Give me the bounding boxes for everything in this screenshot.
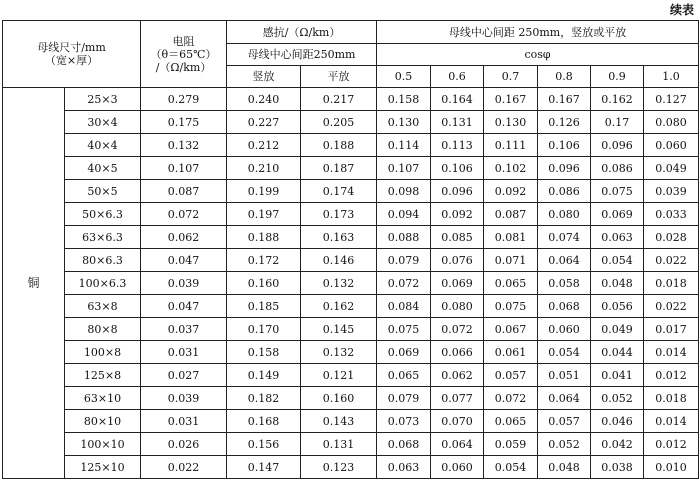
resistance-cell: 0.026 [141,433,227,456]
cos-phi-value-cell: 0.057 [484,364,538,387]
cos-phi-value-cell: 0.060 [644,134,699,157]
reactance-vertical-cell: 0.188 [227,226,301,249]
cos-phi-value-cell: 0.162 [591,88,644,111]
cos-phi-value-cell: 0.167 [484,88,538,111]
resistance-cell: 0.031 [141,341,227,364]
cos-phi-value-cell: 0.080 [431,295,484,318]
table-row [3,134,699,157]
size-cell: 100×6.3 [65,272,141,295]
cos-phi-value-cell: 0.164 [431,88,484,111]
cos-phi-value-cell: 0.052 [538,433,591,456]
cos-phi-value-cell: 0.048 [591,272,644,295]
cos-phi-value-cell: 0.061 [484,341,538,364]
table-row [3,341,699,364]
cos-phi-value-cell: 0.081 [484,226,538,249]
cos-phi-value-cell: 0.052 [591,387,644,410]
cos-phi-value-cell: 0.014 [644,341,699,364]
reactance-horizontal-cell: 0.143 [301,410,377,433]
resistance-cell: 0.062 [141,226,227,249]
vertical-header: 竖放 [227,66,301,88]
table-row [3,111,699,134]
resistance-cell: 0.047 [141,249,227,272]
reactance-horizontal-cell: 0.132 [301,272,377,295]
cos-phi-value-cell: 0.042 [591,433,644,456]
cos-phi-value-cell: 0.080 [644,111,699,134]
cos-phi-value-cell: 0.065 [484,272,538,295]
cos-phi-value-cell: 0.063 [377,456,431,479]
cos-phi-value-cell: 0.075 [484,295,538,318]
cos-phi-value-cell: 0.130 [484,111,538,134]
table-row [3,295,699,318]
cos-phi-value-cell: 0.092 [431,203,484,226]
cos-phi-header: cosφ [377,44,699,66]
cos-phi-value-cell: 0.126 [538,111,591,134]
cos-phi-value-cell: 0.075 [591,180,644,203]
reactance-vertical-cell: 0.147 [227,456,301,479]
reactance-vertical-cell: 0.168 [227,410,301,433]
resistance-header-line3: /（Ω/km） [155,60,212,74]
reactance-horizontal-cell: 0.217 [301,88,377,111]
size-cell: 125×10 [65,456,141,479]
cos-phi-value-cell: 0.059 [484,433,538,456]
size-cell: 100×8 [65,341,141,364]
resistance-cell: 0.107 [141,157,227,180]
reactance-horizontal-cell: 0.123 [301,456,377,479]
reactance-group-header: 感抗/（Ω/km） [227,21,377,44]
cos-phi-value-cell: 0.076 [431,249,484,272]
resistance-cell: 0.087 [141,180,227,203]
size-header [3,21,141,88]
cos-phi-value-cell: 0.102 [484,157,538,180]
cos-phi-value-cell: 0.074 [538,226,591,249]
reactance-vertical-cell: 0.227 [227,111,301,134]
resistance-cell: 0.072 [141,203,227,226]
size-header-line2: （宽×厚） [44,54,99,67]
table-row [3,180,699,203]
cos-phi-value-cell: 0.069 [377,341,431,364]
reactance-horizontal-cell: 0.163 [301,226,377,249]
size-cell: 40×5 [65,157,141,180]
size-cell: 80×10 [65,410,141,433]
table-row [3,387,699,410]
cos-phi-value-cell: 0.071 [484,249,538,272]
size-cell: 50×6.3 [65,203,141,226]
cos-phi-value-cell: 0.072 [431,318,484,341]
cos-phi-value-cell: 0.014 [644,410,699,433]
reactance-horizontal-cell: 0.121 [301,364,377,387]
cos-phi-value-cell: 0.088 [377,226,431,249]
cos-value-header: 1.0 [644,66,699,88]
cos-phi-value-cell: 0.051 [538,364,591,387]
cos-value-header: 0.6 [431,66,484,88]
size-cell: 50×5 [65,180,141,203]
cos-phi-value-cell: 0.054 [591,249,644,272]
reactance-vertical-cell: 0.240 [227,88,301,111]
cos-phi-value-cell: 0.070 [431,410,484,433]
cos-phi-value-cell: 0.018 [644,387,699,410]
cos-phi-value-cell: 0.072 [484,387,538,410]
cos-value-header: 0.8 [538,66,591,88]
resistance-header-line1: 电阻 [172,34,195,48]
table-row [3,88,699,111]
size-cell: 63×8 [65,295,141,318]
cos-phi-value-cell: 0.065 [484,410,538,433]
cos-phi-value-cell: 0.114 [377,134,431,157]
cos-phi-value-cell: 0.094 [377,203,431,226]
cos-value-header: 0.9 [591,66,644,88]
reactance-horizontal-cell: 0.205 [301,111,377,134]
reactance-horizontal-cell: 0.188 [301,134,377,157]
reactance-horizontal-cell: 0.132 [301,341,377,364]
cos-phi-value-cell: 0.077 [431,387,484,410]
cos-phi-value-cell: 0.022 [644,295,699,318]
resistance-cell: 0.027 [141,364,227,387]
size-cell: 125×8 [65,364,141,387]
continued-label: 续表 [669,3,694,17]
reactance-horizontal-cell: 0.131 [301,433,377,456]
cos-phi-value-cell: 0.049 [644,157,699,180]
cos-phi-value-cell: 0.033 [644,203,699,226]
spacing-group-header: 母线中心间距 250mm，竖放或平放 [377,21,699,44]
cos-phi-value-cell: 0.092 [484,180,538,203]
reactance-vertical-cell: 0.149 [227,364,301,387]
cos-phi-value-cell: 0.086 [538,180,591,203]
reactance-vertical-cell: 0.212 [227,134,301,157]
resistance-cell: 0.039 [141,387,227,410]
cos-phi-value-cell: 0.017 [644,318,699,341]
reactance-horizontal-cell: 0.187 [301,157,377,180]
busbar-parameter-table [2,20,699,479]
cos-phi-value-cell: 0.063 [591,226,644,249]
reactance-vertical-cell: 0.199 [227,180,301,203]
reactance-horizontal-cell: 0.146 [301,249,377,272]
cos-phi-value-cell: 0.054 [538,341,591,364]
cos-phi-value-cell: 0.069 [431,272,484,295]
cos-phi-value-cell: 0.131 [431,111,484,134]
cos-phi-value-cell: 0.054 [484,456,538,479]
cos-phi-value-cell: 0.086 [591,157,644,180]
cos-phi-value-cell: 0.060 [538,318,591,341]
reactance-vertical-cell: 0.185 [227,295,301,318]
cos-phi-value-cell: 0.068 [377,433,431,456]
cos-phi-value-cell: 0.038 [591,456,644,479]
cos-phi-value-cell: 0.068 [538,295,591,318]
cos-phi-value-cell: 0.067 [484,318,538,341]
cos-phi-value-cell: 0.058 [538,272,591,295]
table-row [3,456,699,479]
cos-phi-value-cell: 0.096 [538,157,591,180]
reactance-vertical-cell: 0.210 [227,157,301,180]
resistance-header-line2: （θ＝65℃） [150,47,217,61]
reactance-horizontal-cell: 0.160 [301,387,377,410]
reactance-horizontal-cell: 0.145 [301,318,377,341]
cos-phi-value-cell: 0.057 [538,410,591,433]
cos-phi-value-cell: 0.158 [377,88,431,111]
resistance-cell: 0.037 [141,318,227,341]
size-cell: 30×4 [65,111,141,134]
cos-phi-value-cell: 0.075 [377,318,431,341]
size-header-line1: 母线尺寸/mm [37,41,106,54]
cos-phi-value-cell: 0.106 [431,157,484,180]
resistance-cell: 0.175 [141,111,227,134]
resistance-cell: 0.279 [141,88,227,111]
cos-phi-value-cell: 0.087 [484,203,538,226]
reactance-vertical-cell: 0.156 [227,433,301,456]
table-row [3,433,699,456]
cos-phi-value-cell: 0.096 [431,180,484,203]
table-row [3,249,699,272]
cos-phi-value-cell: 0.018 [644,272,699,295]
cos-phi-value-cell: 0.064 [431,433,484,456]
cos-phi-value-cell: 0.048 [538,456,591,479]
cos-phi-value-cell: 0.056 [591,295,644,318]
cos-phi-value-cell: 0.17 [591,111,644,134]
cos-phi-value-cell: 0.079 [377,249,431,272]
table-row [3,203,699,226]
reactance-vertical-cell: 0.197 [227,203,301,226]
reactance-horizontal-cell: 0.162 [301,295,377,318]
cos-phi-value-cell: 0.039 [644,180,699,203]
size-cell: 80×6.3 [65,249,141,272]
cos-phi-value-cell: 0.106 [538,134,591,157]
cos-phi-value-cell: 0.010 [644,456,699,479]
cos-value-header: 0.7 [484,66,538,88]
cos-phi-value-cell: 0.041 [591,364,644,387]
cos-phi-value-cell: 0.127 [644,88,699,111]
cos-phi-value-cell: 0.022 [644,249,699,272]
resistance-cell: 0.022 [141,456,227,479]
cos-phi-value-cell: 0.049 [591,318,644,341]
table-row [3,157,699,180]
reactance-vertical-cell: 0.158 [227,341,301,364]
cos-phi-value-cell: 0.064 [538,387,591,410]
cos-phi-value-cell: 0.096 [591,134,644,157]
size-cell: 25×3 [65,88,141,111]
cos-phi-value-cell: 0.098 [377,180,431,203]
resistance-cell: 0.132 [141,134,227,157]
cos-phi-value-cell: 0.065 [377,364,431,387]
cos-phi-value-cell: 0.167 [538,88,591,111]
cos-phi-value-cell: 0.069 [591,203,644,226]
resistance-cell: 0.031 [141,410,227,433]
cos-phi-value-cell: 0.060 [431,456,484,479]
cos-phi-value-cell: 0.073 [377,410,431,433]
cos-phi-value-cell: 0.130 [377,111,431,134]
reactance-horizontal-cell: 0.173 [301,203,377,226]
table-row [3,272,699,295]
reactance-horizontal-cell: 0.174 [301,180,377,203]
reactance-vertical-cell: 0.182 [227,387,301,410]
cos-phi-value-cell: 0.111 [484,134,538,157]
reactance-vertical-cell: 0.172 [227,249,301,272]
table-row [3,226,699,249]
material-cell: 铜 [3,88,65,479]
horizontal-header: 平放 [301,66,377,88]
size-cell: 40×4 [65,134,141,157]
cos-phi-value-cell: 0.079 [377,387,431,410]
cos-phi-value-cell: 0.012 [644,364,699,387]
cos-phi-value-cell: 0.044 [591,341,644,364]
size-cell: 80×8 [65,318,141,341]
size-cell: 63×10 [65,387,141,410]
cos-phi-value-cell: 0.084 [377,295,431,318]
reactance-vertical-cell: 0.170 [227,318,301,341]
resistance-cell: 0.047 [141,295,227,318]
cos-phi-value-cell: 0.064 [538,249,591,272]
cos-phi-value-cell: 0.062 [431,364,484,387]
resistance-header [141,21,227,88]
cos-phi-value-cell: 0.012 [644,433,699,456]
table-row [3,318,699,341]
reactance-vertical-cell: 0.160 [227,272,301,295]
resistance-cell: 0.039 [141,272,227,295]
cos-value-header: 0.5 [377,66,431,88]
cos-phi-value-cell: 0.066 [431,341,484,364]
cos-phi-value-cell: 0.046 [591,410,644,433]
cos-phi-value-cell: 0.107 [377,157,431,180]
cos-phi-value-cell: 0.028 [644,226,699,249]
size-cell: 100×10 [65,433,141,456]
reactance-spacing-header: 母线中心间距250mm [227,44,377,66]
cos-phi-value-cell: 0.113 [431,134,484,157]
table-row [3,410,699,433]
cos-phi-value-cell: 0.080 [538,203,591,226]
size-cell: 63×6.3 [65,226,141,249]
cos-phi-value-cell: 0.085 [431,226,484,249]
cos-phi-value-cell: 0.072 [377,272,431,295]
table-row [3,364,699,387]
